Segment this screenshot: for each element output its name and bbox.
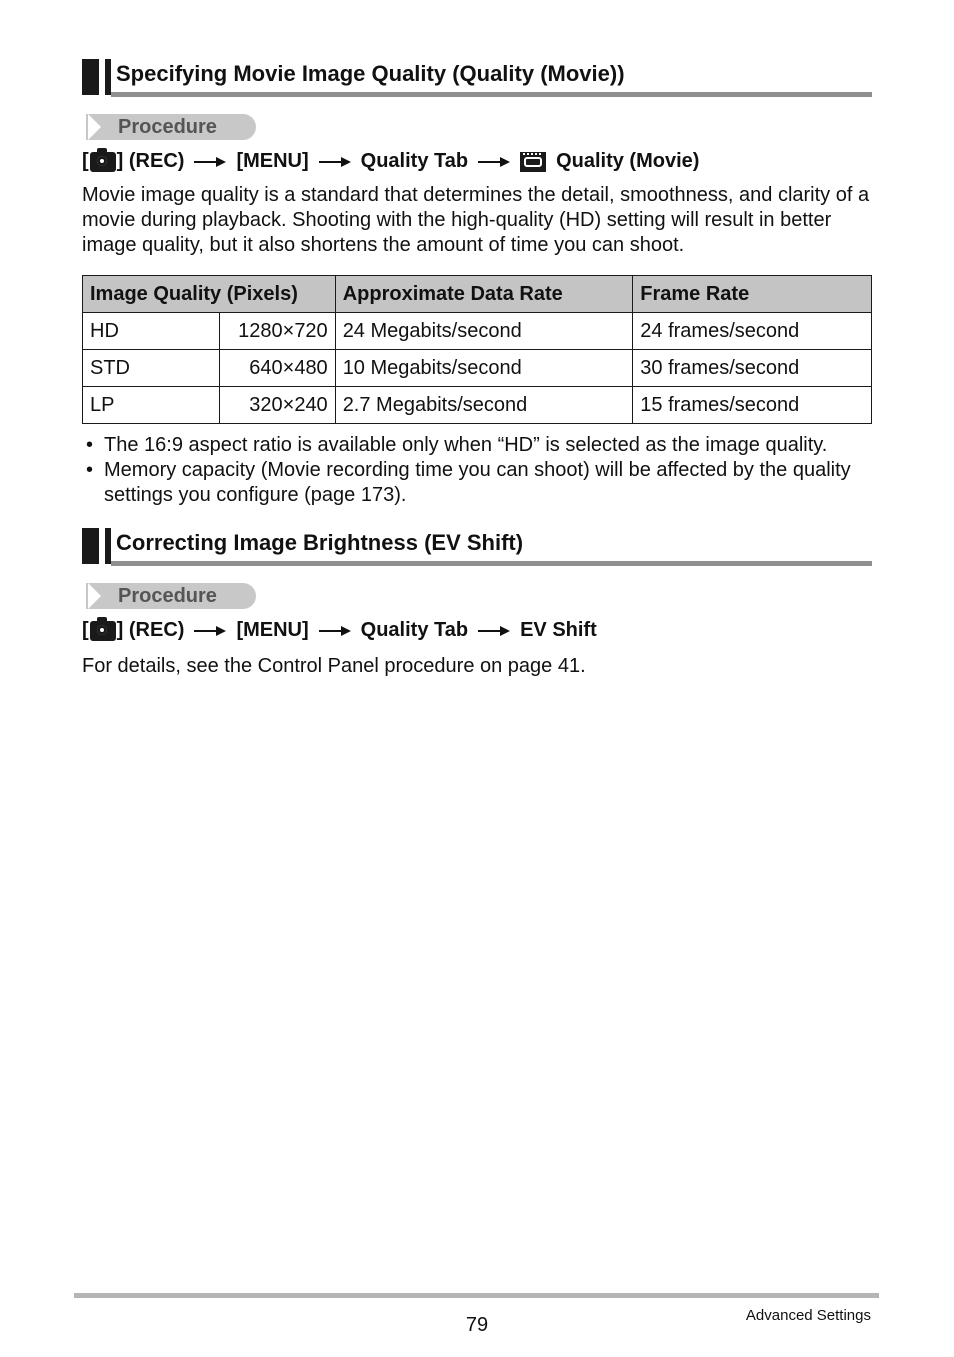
arrow-right-icon: [194, 625, 226, 637]
table-row: [83, 350, 872, 387]
procedure-label-2: [82, 583, 256, 609]
note-text: The 16:9 aspect ratio is available only when “HD” is selected as the image quality.: [104, 434, 828, 456]
cell-pixels: 640×480: [219, 350, 335, 387]
path-item: Quality (Movie): [556, 150, 700, 172]
table-row: [83, 387, 872, 424]
table-row: [83, 313, 872, 350]
arrow-right-icon: [319, 625, 351, 637]
movie-quality-icon: [520, 152, 546, 172]
procedure-path-1: [82, 150, 699, 173]
procedure-chevron-icon: [88, 114, 101, 140]
page-number: 79: [465, 1314, 489, 1336]
header-bar-thin: [105, 59, 111, 95]
section-header-ev-shift: [82, 528, 872, 566]
section-title: Specifying Movie Image Quality (Quality (Movie)): [116, 61, 625, 86]
cell-rate: 2.7 Megabits/second: [335, 387, 633, 424]
path-rec: ] (REC): [116, 619, 185, 641]
header-bar-thick: [82, 59, 99, 95]
arrow-right-icon: [478, 625, 510, 637]
header-bar-thick: [82, 528, 99, 564]
path-menu: [MENU]: [236, 150, 309, 172]
list-item: [82, 433, 872, 458]
section2-body: For details, see the Control Panel procedure on page 41.: [82, 655, 586, 677]
header-bar-thin: [105, 528, 111, 564]
cell-frames: 15 frames/second: [633, 387, 872, 424]
bullet: •: [86, 434, 94, 456]
quality-table: [82, 275, 872, 424]
note-text: Memory capacity (Movie recording time you can shoot) will be affected by the quality settings you configure (page 173).: [104, 459, 851, 506]
table-header-row: [83, 276, 872, 313]
arrow-right-icon: [319, 156, 351, 168]
cell-rate: 10 Megabits/second: [335, 350, 633, 387]
header-rule: [111, 92, 872, 97]
cell-quality: LP: [83, 387, 220, 424]
header-data-rate: Approximate Data Rate: [335, 276, 633, 313]
procedure-chevron-edge: [82, 583, 86, 609]
path-tab: Quality Tab: [360, 150, 469, 172]
header-rule: [111, 561, 872, 566]
cell-pixels: 1280×720: [219, 313, 335, 350]
path-tab: Quality Tab: [360, 619, 469, 641]
procedure-chevron-edge: [82, 114, 86, 140]
footer-section-label: Advanced Settings: [745, 1307, 871, 1324]
arrow-right-icon: [194, 156, 226, 168]
cell-quality: HD: [83, 313, 220, 350]
cell-pixels: 320×240: [219, 387, 335, 424]
procedure-path-2: [82, 619, 597, 642]
path-menu: [MENU]: [236, 619, 309, 641]
procedure-label-1: [82, 114, 256, 140]
procedure-chevron-icon: [88, 583, 101, 609]
camera-icon: [90, 152, 116, 172]
path-bracket-open: [: [82, 619, 89, 641]
header-frame-rate: Frame Rate: [633, 276, 872, 313]
camera-icon: [90, 621, 116, 641]
section-header-movie-quality: [82, 59, 872, 97]
path-rec: ] (REC): [116, 150, 185, 172]
cell-frames: 24 frames/second: [633, 313, 872, 350]
header-image-quality: Image Quality (Pixels): [83, 276, 336, 313]
cell-rate: 24 Megabits/second: [335, 313, 633, 350]
cell-quality: STD: [83, 350, 220, 387]
cell-frames: 30 frames/second: [633, 350, 872, 387]
path-bracket-open: [: [82, 150, 89, 172]
arrow-right-icon: [478, 156, 510, 168]
procedure-text: Procedure: [118, 585, 217, 607]
footer-rule: [74, 1293, 879, 1298]
notes-list: [82, 433, 872, 508]
bullet: •: [86, 459, 94, 481]
section-title: Correcting Image Brightness (EV Shift): [116, 530, 524, 555]
list-item: [82, 458, 872, 508]
section1-body: Movie image quality is a standard that determines the detail, smoothness, and clarity of a movie during playback. Shooting with the high-quality (HD) setting will result in better image quality, but it also shortens the amount of time you can shoot.: [82, 184, 870, 256]
path-item: EV Shift: [520, 619, 597, 641]
procedure-text: Procedure: [118, 116, 217, 138]
